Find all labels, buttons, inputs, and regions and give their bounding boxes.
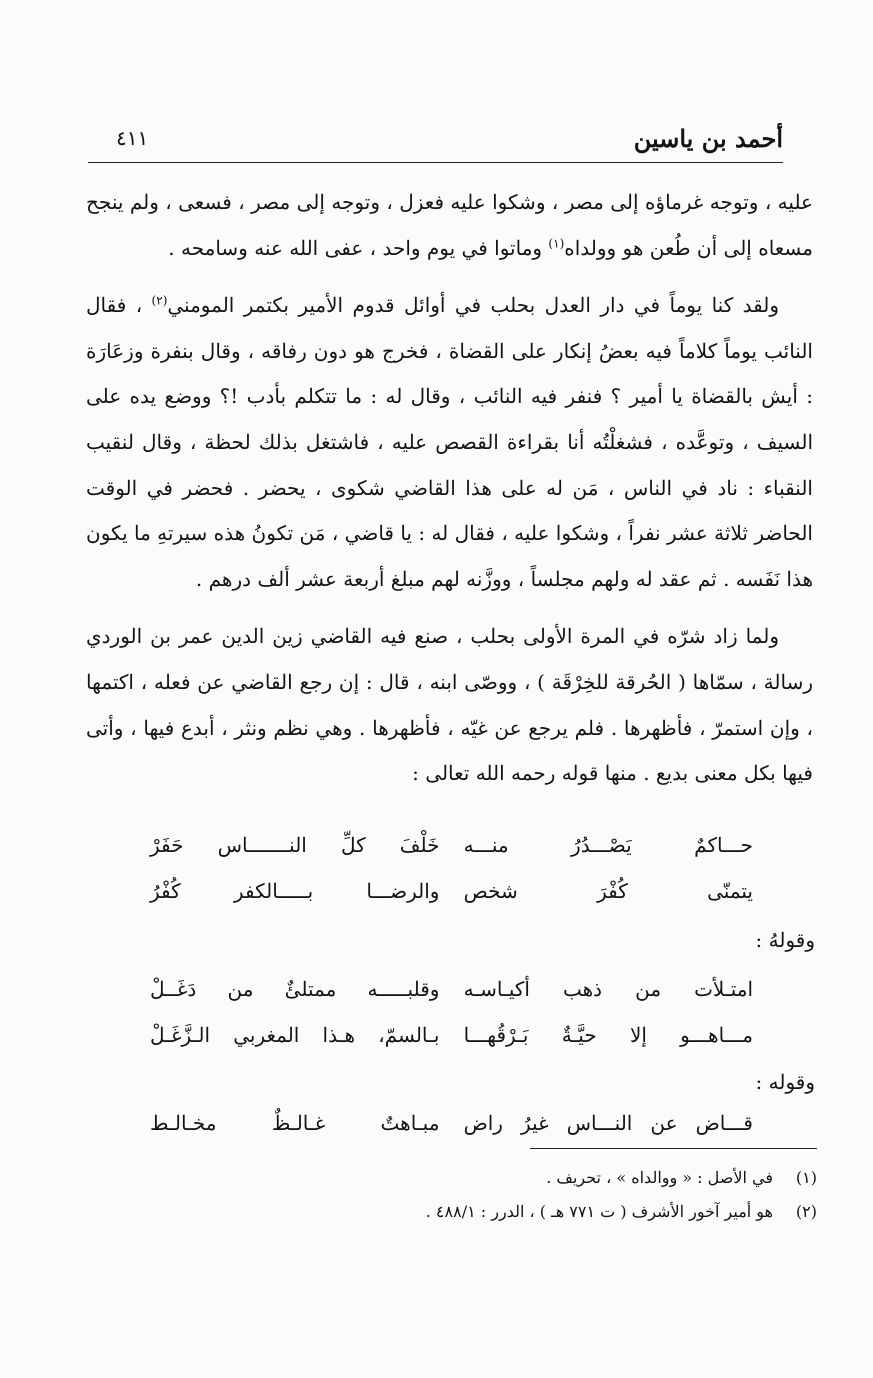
body-text (86, 180, 813, 797)
verse-intro-2: وقولهُ : (755, 928, 815, 952)
verse-group-3 (150, 1100, 753, 1146)
verse-hemistich-right: يتمنّى كُفْرَ شخص (463, 879, 753, 903)
verse-hemistich-left: بـالسمّ، هـذا المغربي الـزَّغَـلْ (150, 1023, 440, 1047)
footnote-number: (١) (795, 1167, 817, 1187)
verse-hemistich-right: مـــاهـــو إلا حيَّـةٌ بَـرْقُهـــا (463, 1023, 753, 1047)
paragraph-1 (86, 180, 813, 271)
verse-hemistich-right: امتـلأت من ذهب أكيـاسـه (463, 977, 753, 1001)
footnote-number: (٢) (795, 1201, 817, 1221)
page-number: ٤١١ (116, 126, 149, 150)
paragraph-1-text: عليه ، وتوجه غرماؤه إلى مصر ، وشكوا عليه فعزل ، وتوجه إلى مصر ، فسعى ، ولم ينجح مسعاه إلى أن طُعن هو وولداه (86, 190, 813, 260)
verse-line (150, 1012, 753, 1058)
verse-line (150, 1100, 753, 1146)
running-title: أحمد بن ياسين (633, 124, 783, 153)
verse-line (150, 868, 753, 914)
page-header (88, 118, 783, 163)
footnote-ref-1: (١) (548, 235, 565, 250)
verse-group-2 (150, 966, 753, 1058)
footnote-text: هو أمير آخور الأشرف ( ت ٧٧١ هـ ) ، الدرر : ٤٨٨/١ . (425, 1201, 773, 1221)
verse-intro-3: وقوله : (755, 1070, 815, 1094)
paragraph-3: ولما زاد شرّه في المرة الأولى بحلب ، صنع فيه القاضي زين الدين عمر بن الوردي رسالة ، سمّاها ( الحُرقة للخِرْقَة ) ، ووصّى ابنه ، قال : إن رجع القاضي عن فعله ، اكتمها ، وإن استمرّ ، فأظهرها . فلم يرجع عن غيّه ، فأظهرها . وهي نظم ونثر ، أبدع فيها ، وأتى فيها بكل معنى بديع . منها قوله رحمه الله تعالى : (86, 624, 813, 786)
footnotes (86, 1160, 817, 1228)
verse-line (150, 822, 753, 868)
footnote-1 (86, 1160, 817, 1194)
paragraph-2-start: ولقد كنا يوماً في دار العدل بحلب في أوائل قدوم الأمير بكتمر المومني (167, 293, 779, 318)
footnote-2 (86, 1194, 817, 1228)
footnote-ref-2: (٢) (151, 293, 168, 308)
verse-hemistich-right: حـــاكمٌ يَصْـــدُرُ منـــه (463, 833, 753, 857)
paragraph-2 (86, 283, 813, 602)
verse-hemistich-left: والرضـــا بـــــالكفر كُفْرُ (150, 879, 440, 903)
footnote-divider (530, 1148, 817, 1149)
footnote-text: في الأصل : « ووالداه » ، تحريف . (546, 1167, 773, 1187)
verse-hemistich-right: قـــاض عن النـــاس غيرُ راض (463, 1111, 753, 1135)
verse-hemistich-left: مبـاهتٌ غـالـظٌ مخـالـط (150, 1111, 440, 1135)
verse-line (150, 966, 753, 1012)
verse-hemistich-left: وقلبـــــه ممتلئٌ من دَغَــلْ (150, 977, 440, 1001)
paragraph-2-text: ، فقال النائب يوماً كلاماً فيه بعضُ إنكار على القضاة ، فخرج هو دون رفاقه ، وقال بنفرة وزعَارَة : أيش بالقضاة يا أمير ؟ فنفر فيه النائب ، وقال له : ما تتكلم بأدب !؟ ووضع يده على السيف ، وتوعَّده ، فشغلْتُه أنا بقراءة القصص عليه ، فاشتغل بذلك لحظة ، وقال لنقيب النقباء : ناد في الناس ، مَن له على هذا القاضي شكوى ، يحضر . فحضر في الوقت الحاضر ثلاثة عشر نفراً ، وشكوا عليه ، فقال له : يا قاضي ، مَن تكونُ هذه سيرتهِ ما يكون هذا نَفَسه . ثم عقد له ولهم مجلساً ، ووزَّنه لهم مبلغ أربعة عشر ألف درهم . (86, 293, 813, 591)
verse-group-1 (150, 822, 753, 914)
verse-hemistich-left: خَلْفَ كلِّ النـــــــاس حَفَرْ (150, 833, 440, 857)
paragraph-1-end: وماتوا في يوم واحد ، عفى الله عنه وسامحه . (168, 235, 549, 260)
